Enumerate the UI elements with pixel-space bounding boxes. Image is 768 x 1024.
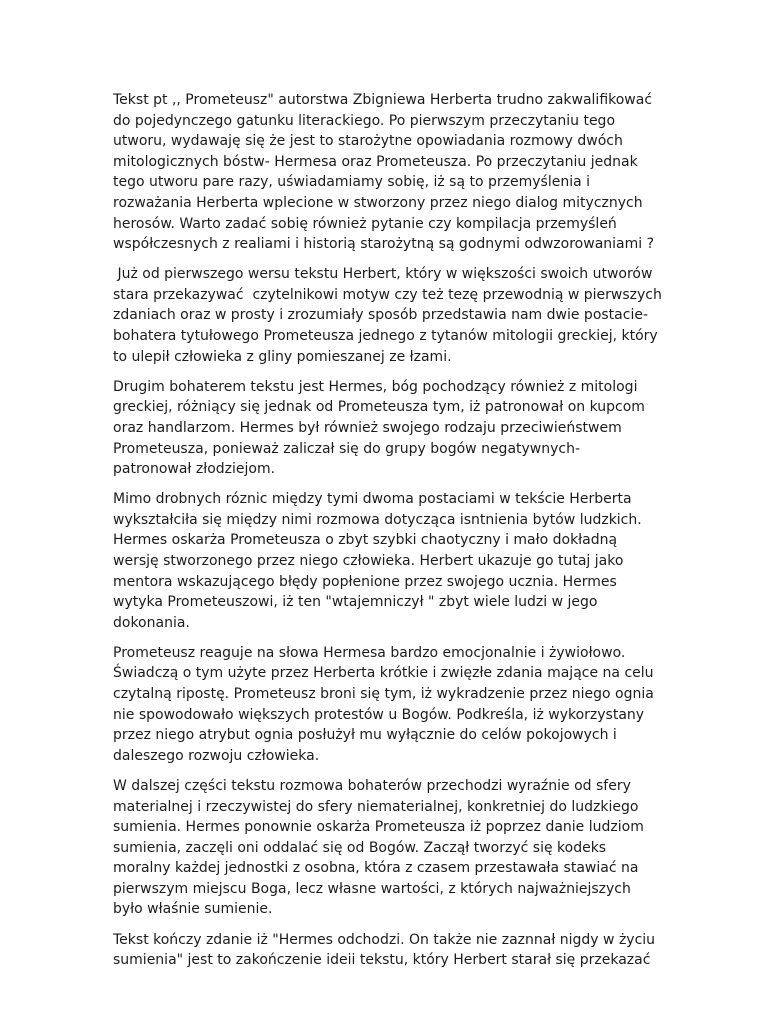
text-line: W dalszej części tekstu rozmowa bohaterów przechodzi wyraźnie od sfery [113,777,631,794]
text-line: Tekst kończy zdanie iż "Hermes odchodzi. On także nie zaznnał nigdy w życiu [113,931,656,948]
text-line: pierwszym miejscu Boga, lecz własne wartości, z których najważniejszych [113,880,631,897]
text-line: dokonania. [113,614,190,631]
text-line: sumienia. Hermes ponownie oskarża Prometeusza iż poprzez danie ludziom [113,819,644,836]
text-line: czytalną ripostę. Prometeusz broni się tym, iż wykradzenie przez niego ognia [113,686,654,703]
text-line: wersję stworzonego przez niego człowieka. Herbert ukazuje go tutaj jako [113,552,624,569]
text-line: greckiej, różniący się jednak od Prometeusza tym, iż patronował on kupcom [113,399,645,416]
paragraph [113,489,661,633]
text-line: sumienia" jest to zakończenie ideii tekstu, który Herbert starał się przekazać [113,952,651,969]
text-line: Drugim bohaterem tekstu jest Hermes, bóg pochodzący również z mitologi [113,378,638,395]
paragraph [113,643,661,767]
text-line: rozważania Herberta wplecione w stworzony przez niego dialog mitycznych [113,194,643,211]
text-line: utworu, wydawaję się że jest to starożytne opowiadania rozmowy dwóch [113,133,623,150]
paragraph [113,377,661,480]
text-line: stara przekazywać czytelnikowi motyw czy też tezę przewodnią w pierwszych [113,286,662,303]
text-line: mitologicznych bóstw- Hermesa oraz Prometeusza. Po przeczytaniu jednak [113,153,638,170]
text-line: to ulepił człowieka z gliny pomieszanej ze łzami. [113,348,452,365]
text-line: tego utworu pare razy, uświadamiamy sobię, iż są to przemyślenia i [113,174,591,191]
text-line: bohatera tytułowego Prometeusza jednego z tytanów mitologii greckiej, który [113,328,658,345]
document-body [113,90,661,980]
text-line: przez niego atrybut ognia posłużył mu wyłącznie do celów pokojowych i [113,727,617,744]
text-line: zdaniach oraz w prosty i zrozumiały sposób przedstawia nam dwie postacie- [113,307,649,324]
text-line: sumienia, zaczęli oni oddalać się od Bogów. Zaczął tworzyć się kodeks [113,839,607,856]
text-line: Hermes oskarża Prometeusza o zbyt szybki chaotyczny i mało dokładną [113,532,618,549]
paragraph [113,90,661,255]
text-line: współczesnych z realiami i historią starożytną są godnymi odwzorowaniami ? [113,236,655,253]
text-line: Tekst pt ,, Prometeusz" autorstwa Zbigniewa Herberta trudno zakwalifikować [113,92,653,108]
text-line: oraz handlarzom. Hermes był również swojego rodzaju przeciwieństwem [113,419,622,436]
text-line: do pojedynczego gatunku literackiego. Po pierwszym przeczytaniu tego [113,112,616,129]
text-line: wykształciła się między nimi rozmowa dotycząca isntnienia bytów ludzkich. [113,511,642,528]
text-line: wytyka Prometeuszowi, iż ten "wtajemniczył " zbyt wiele ludzi w jego [113,594,598,611]
paragraph [113,930,661,971]
text-line: mentora wskazującego błędy popłenione przez swojego ucznia. Hermes [113,573,617,590]
text-line: moralny każdej jednostki z osobna, która z czasem przestawała stawiać na [113,860,639,877]
text-line: herosów. Warto zadać sobię również pytanie czy kompilacja przemyśleń [113,215,617,232]
text-line: Już od pierwszego wersu tekstu Herbert, który w większości swoich utworów [113,266,653,283]
text-line: było właśnie sumienie. [113,901,273,918]
text-line: nie spowodowało większych protestów u Bogów. Podkreśla, iż wykorzystany [113,706,645,723]
paragraph [113,776,661,920]
text-line: Mimo drobnych róznic między tymi dwoma postaciami w tekście Herberta [113,491,632,508]
text-line: Prometeusz reaguje na słowa Hermesa bardzo emocjonalnie i żywiołowo. [113,644,626,661]
text-line: daleszego rozwoju człowieka. [113,747,320,764]
text-line: patronował złodziejom. [113,461,276,478]
paragraph [113,264,661,367]
text-line: materialnej i rzeczywistej do sfery niematerialnej, konkretniej do ludzkiego [113,798,639,815]
text-line: Świadczą o tym użyte przez Herberta krótkie i zwięzłe zdania mające na celu [113,665,654,682]
text-line: Prometeusza, ponieważ zaliczał się do grupy bogów negatywnych- [113,440,581,457]
